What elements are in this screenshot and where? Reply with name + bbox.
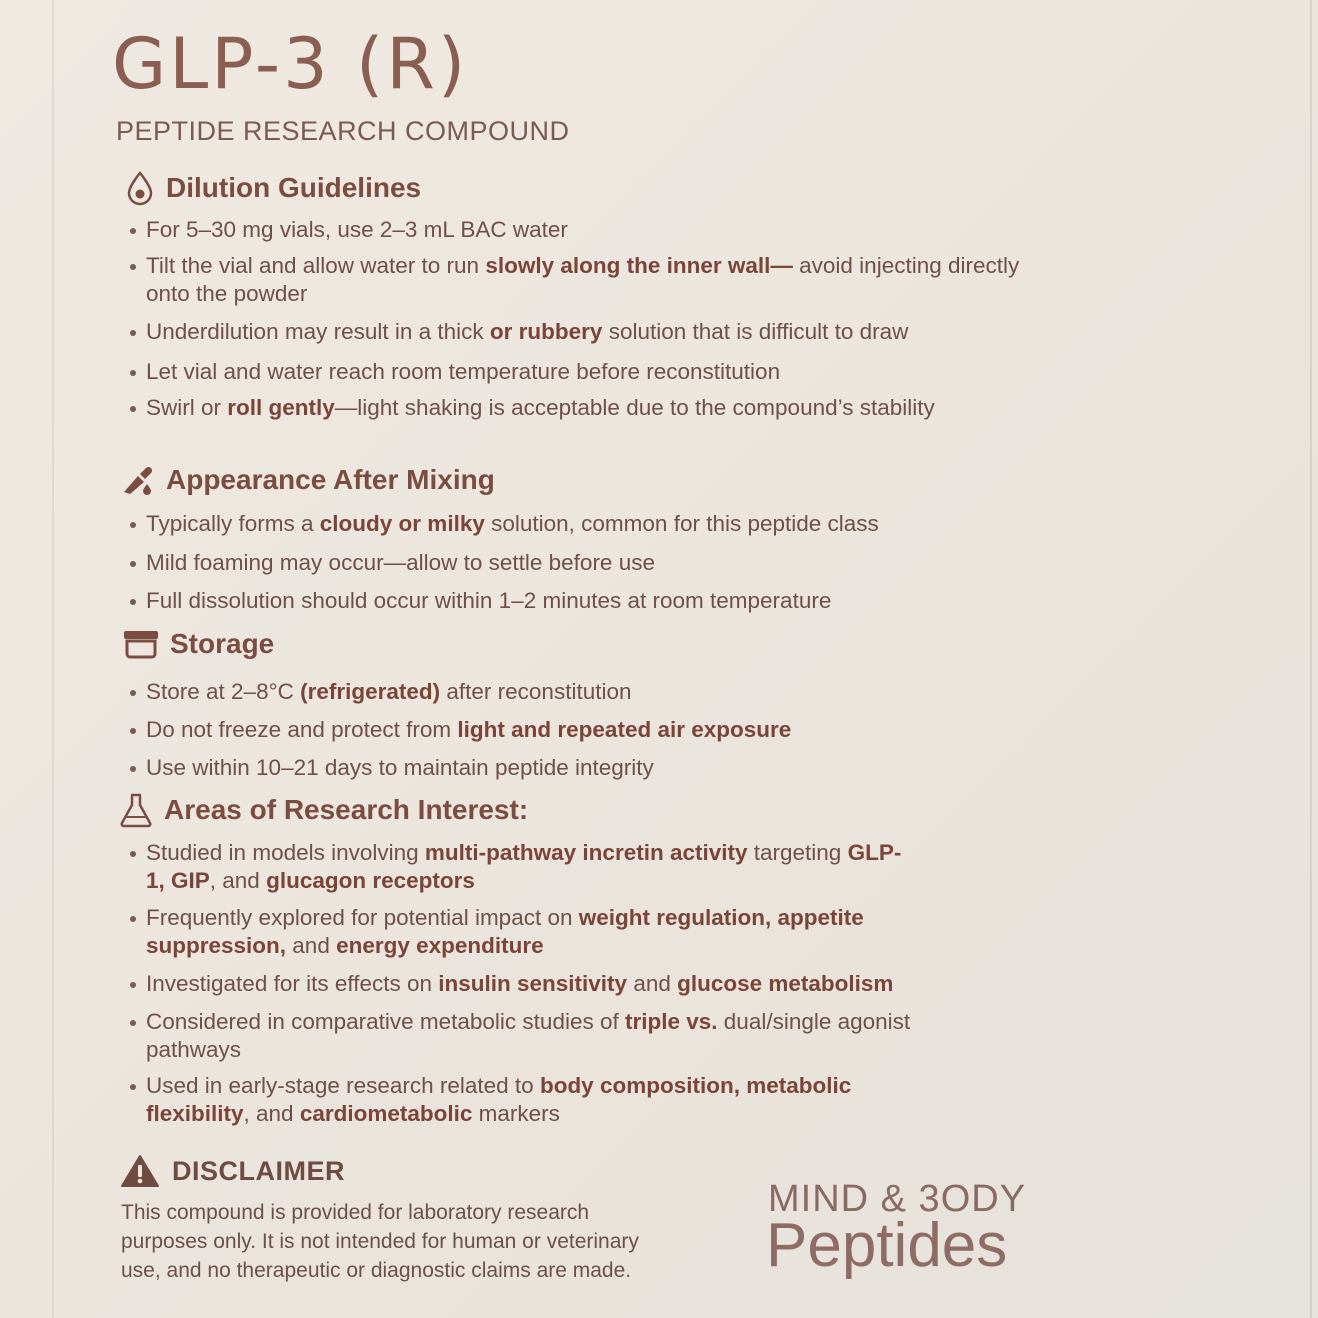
body-text: after reconstitution — [440, 679, 632, 704]
product-subtitle: PEPTIDE RESEARCH COMPOUND — [116, 116, 570, 146]
storage-list — [124, 678, 1044, 782]
section-title: Dilution Guidelines — [166, 172, 422, 203]
list-item — [124, 970, 914, 998]
body-text: solution, common for this peptide class — [484, 511, 879, 536]
emphasis-text: slowly along the inner wall— — [485, 253, 793, 278]
list-item — [124, 358, 1044, 386]
list-item — [124, 754, 1044, 782]
list-item — [124, 839, 914, 895]
body-text: targeting — [747, 840, 848, 865]
body-text: Considered in comparative metabolic studies of — [146, 1009, 625, 1034]
emphasis-text: or rubbery — [489, 319, 603, 344]
dilution-list — [124, 216, 1044, 422]
droplet-icon — [124, 170, 156, 206]
body-text: Underdilution may result in a thick — [146, 319, 490, 344]
list-item — [124, 394, 1044, 422]
emphasis-text: body composition, metabolic flexibility — [146, 1073, 852, 1126]
research-list — [124, 839, 914, 1128]
section-appearance-heading — [120, 464, 495, 496]
body-text: For 5–30 mg vials, use 2–3 mL BAC water — [146, 217, 568, 242]
section-title: Areas of Research Interest: — [164, 794, 529, 825]
body-text: avoid injecting directly onto the powder — [146, 253, 1020, 306]
body-text: Investigated for its effects on — [146, 971, 439, 996]
appearance-list — [124, 510, 1044, 615]
disclaimer-text: This compound is provided for laboratory research purposes only. It is not intended for human or veterinary use, and no therapeutic or diagnostic claims are made. — [121, 1201, 639, 1282]
storage-box-icon — [122, 628, 160, 660]
list-item — [124, 1072, 914, 1128]
body-text: Studied in models involving — [146, 840, 425, 865]
page-edge-left — [52, 0, 54, 1318]
body-text: , and — [243, 1101, 300, 1126]
brand-name-line1: MIND & 3ODY — [768, 1178, 1027, 1220]
body-text: and — [286, 933, 337, 958]
brand-name-line2: Peptides — [766, 1211, 1008, 1280]
emphasis-text: insulin sensitivity — [438, 971, 628, 996]
section-title: Appearance After Mixing — [166, 464, 495, 495]
list-item — [124, 318, 1044, 346]
emphasis-text: roll gently — [227, 395, 335, 420]
body-text: solution that is difficult to draw — [602, 319, 909, 344]
list-item — [124, 678, 1044, 706]
list-item — [124, 252, 1044, 308]
emphasis-text: glucose metabolism — [677, 971, 894, 996]
section-storage-heading — [122, 628, 274, 660]
body-text: dual/single agonist pathways — [146, 1009, 911, 1062]
list-item — [124, 904, 914, 960]
body-text: and — [627, 971, 678, 996]
emphasis-text: glucagon receptors — [266, 868, 475, 893]
product-title: GLP-3 (R) — [112, 23, 469, 105]
emphasis-text: cardiometabolic — [299, 1101, 473, 1126]
body-text: Store at 2–8°C — [146, 679, 301, 704]
list-item — [124, 216, 1044, 244]
emphasis-text: weight regulation, appetite suppression, — [146, 905, 864, 958]
section-title: Storage — [170, 628, 275, 659]
body-text: —light shaking is acceptable due to the compound’s stability — [334, 395, 935, 420]
body-text: Mild foaming may occur—allow to settle before use — [146, 550, 655, 575]
eyedropper-icon — [120, 464, 156, 496]
body-text: Use within 10–21 days to maintain peptide integrity — [146, 755, 654, 780]
emphasis-text: cloudy or milky — [319, 511, 485, 536]
body-text: markers — [472, 1101, 560, 1126]
list-item — [124, 587, 1044, 615]
list-item — [124, 549, 1044, 577]
list-item — [124, 716, 1044, 744]
flask-icon — [118, 792, 154, 828]
body-text: Do not freeze and protect from — [146, 717, 458, 742]
body-text: , and — [209, 868, 267, 893]
body-text: Frequently explored for potential impact on — [146, 905, 579, 930]
body-text: Swirl or — [146, 395, 228, 420]
section-dilution-heading — [124, 170, 421, 206]
list-item — [124, 510, 1044, 538]
body-text: Typically forms a — [146, 511, 320, 536]
emphasis-text: light and repeated air exposure — [457, 717, 792, 742]
emphasis-text: GLP-1, GIP — [146, 840, 902, 893]
body-text: Used in early-stage research related to — [146, 1073, 540, 1098]
body-text: Let vial and water reach room temperature before reconstitution — [146, 359, 781, 384]
emphasis-text: triple vs. — [625, 1009, 718, 1034]
list-item — [124, 1008, 914, 1064]
disclaimer-heading — [120, 1154, 345, 1188]
disclaimer-title: DISCLAIMER — [172, 1155, 345, 1186]
page-edge-right — [1310, 0, 1312, 1318]
body-text: Tilt the vial and allow water to run — [146, 253, 486, 278]
body-text: Full dissolution should occur within 1–2 minutes at room temperature — [146, 588, 832, 613]
emphasis-text: (refrigerated) — [300, 679, 441, 704]
emphasis-text: energy expenditure — [336, 933, 544, 958]
warning-icon — [120, 1154, 160, 1188]
emphasis-text: multi-pathway incretin activity — [424, 840, 748, 865]
section-research-heading — [118, 792, 528, 828]
